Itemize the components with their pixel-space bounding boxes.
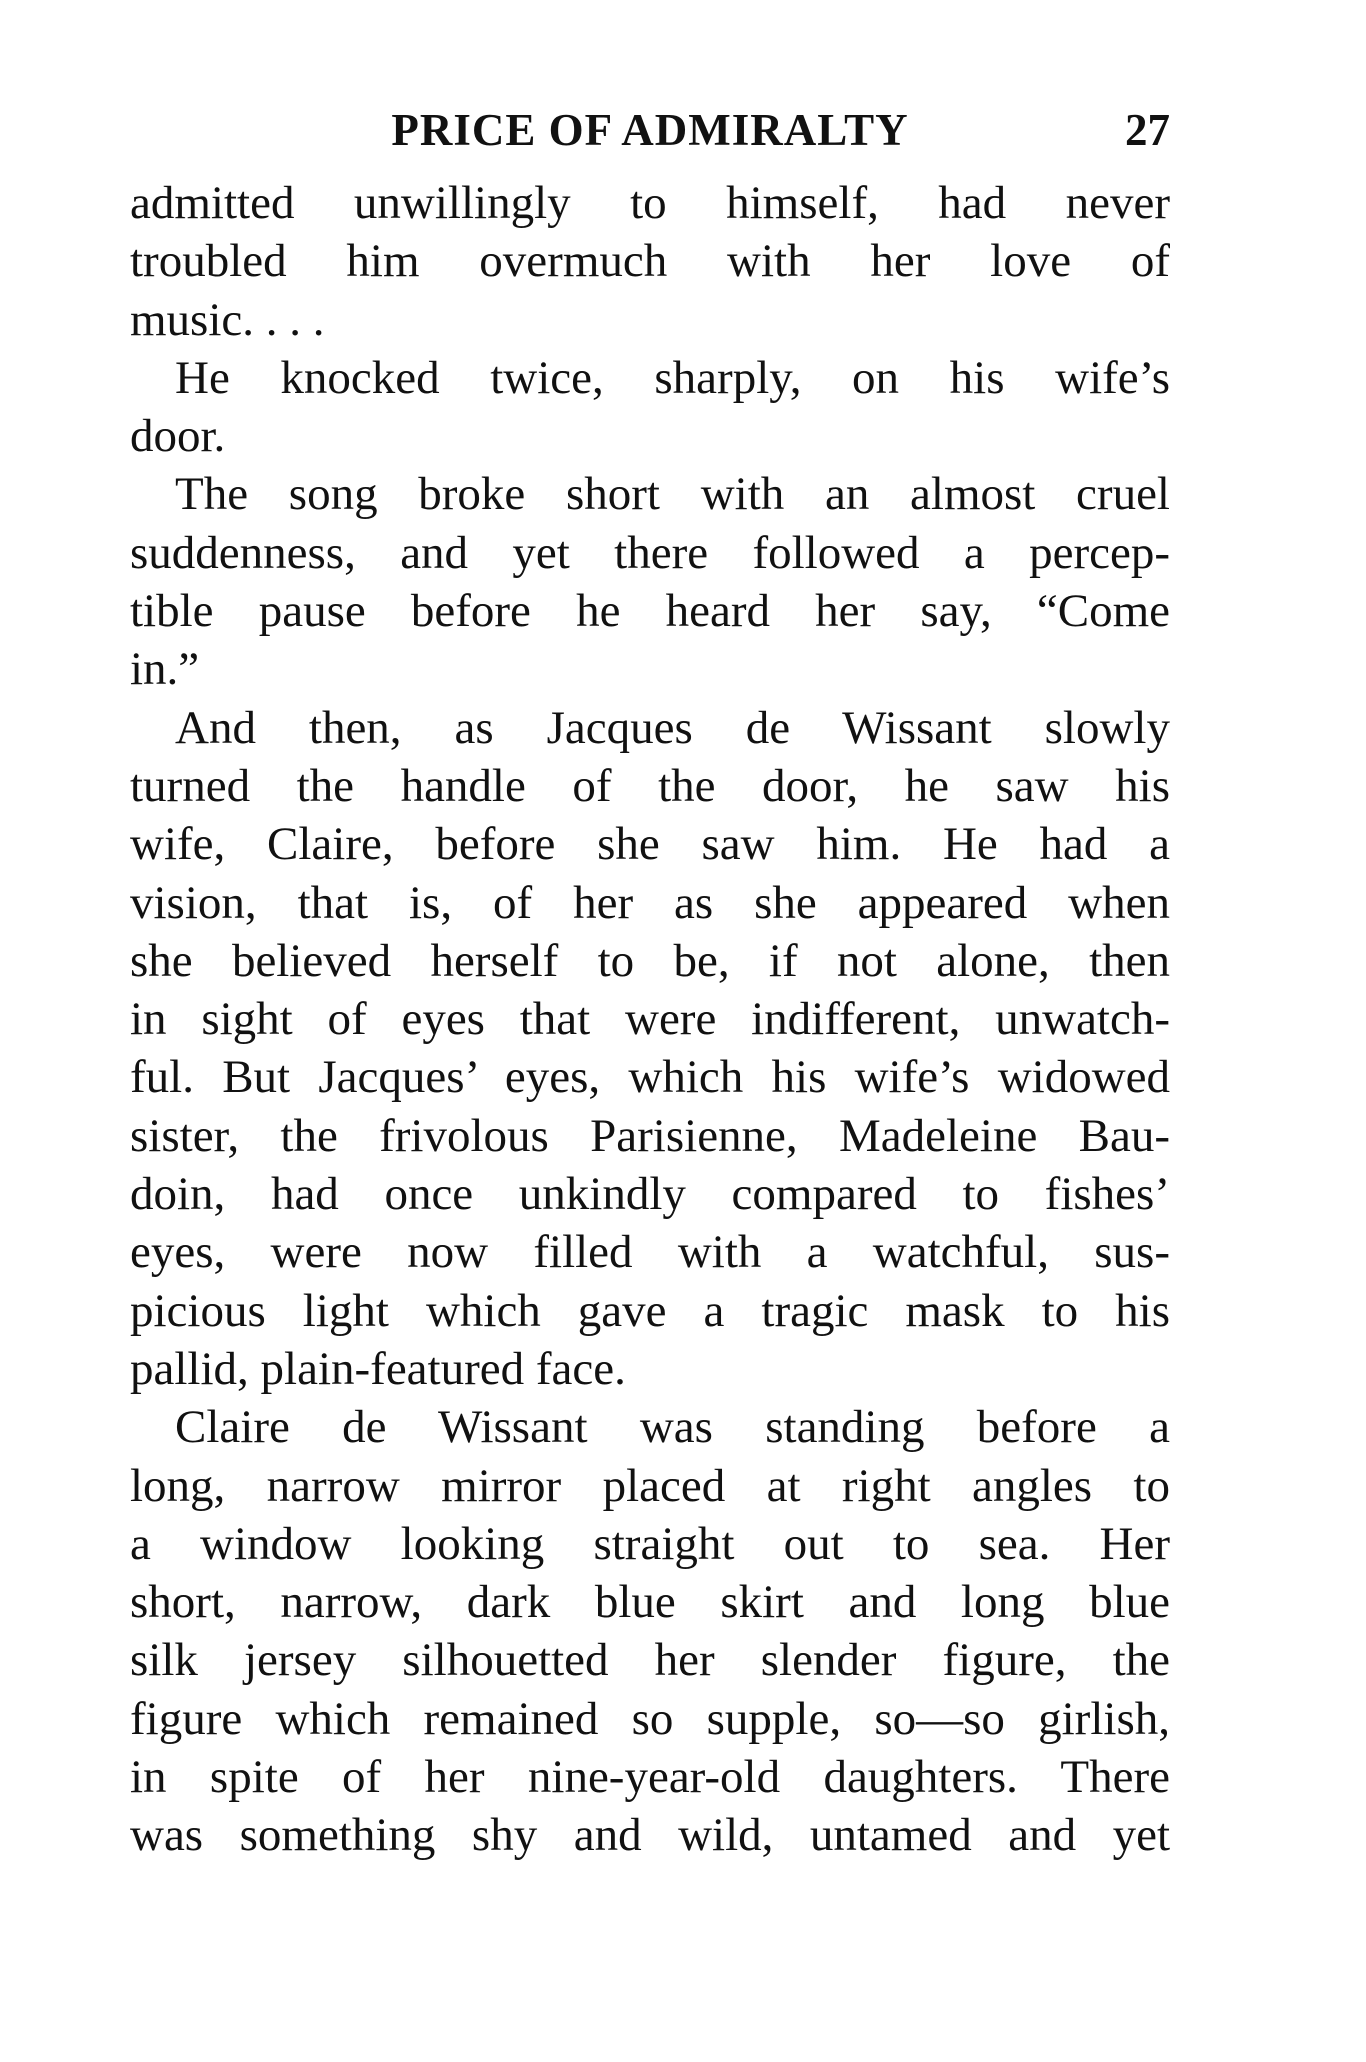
- text-line: picious light which gave a tragic mask to his: [130, 1284, 1170, 1337]
- text-line: short, narrow, dark blue skirt and long blue: [130, 1576, 1170, 1629]
- text-line: door.: [130, 410, 226, 463]
- text-line: sister, the frivolous Parisienne, Madeleine Bau-: [130, 1109, 1170, 1162]
- text-line: And then, as Jacques de Wissant slowly: [175, 701, 1170, 754]
- text-line: Claire de Wissant was standing before a: [175, 1401, 1170, 1454]
- running-head: [130, 98, 1170, 162]
- text-line: figure which remained so supple, so—so girlish,: [130, 1692, 1170, 1745]
- text-line: in.”: [130, 643, 200, 696]
- text-line: silk jersey silhouetted her slender figure, the: [130, 1634, 1170, 1687]
- text-line: pallid, plain-featured face.: [130, 1342, 626, 1395]
- text-line: The song broke short with an almost cruel: [175, 468, 1170, 521]
- text-line: a window looking straight out to sea. Her: [130, 1517, 1170, 1570]
- text-line: suddenness, and yet there followed a percep-: [130, 526, 1170, 579]
- text-line: ful. But Jacques’ eyes, which his wife’s widowed: [130, 1051, 1170, 1104]
- text-line: in spite of her nine-year-old daughters. There: [130, 1751, 1170, 1804]
- text-line: He knocked twice, sharply, on his wife’s: [175, 351, 1170, 404]
- text-line: wife, Claire, before she saw him. He had a: [130, 818, 1170, 871]
- running-title: PRICE OF ADMIRALTY: [391, 105, 909, 155]
- text-line: in sight of eyes that were indifferent, unwatch-: [130, 993, 1170, 1046]
- text-line: vision, that is, of her as she appeared when: [130, 876, 1170, 929]
- text-line: eyes, were now filled with a watchful, sus-: [130, 1226, 1170, 1279]
- page-number: 27: [1125, 105, 1170, 155]
- text-line: was something shy and wild, untamed and yet: [130, 1809, 1170, 1862]
- text-line: doin, had once unkindly compared to fishes’: [130, 1168, 1170, 1221]
- text-line: long, narrow mirror placed at right angles to: [130, 1459, 1170, 1512]
- text-line: admitted unwillingly to himself, had never: [130, 177, 1170, 229]
- text-line: turned the handle of the door, he saw his: [130, 759, 1170, 812]
- text-line: troubled him overmuch with her love of: [130, 235, 1170, 288]
- text-line: she believed herself to be, if not alone, then: [130, 934, 1170, 987]
- text-line: music. . . .: [130, 293, 325, 346]
- text-line: tible pause before he heard her say, “Come: [130, 585, 1170, 638]
- body-text: [130, 174, 1170, 1865]
